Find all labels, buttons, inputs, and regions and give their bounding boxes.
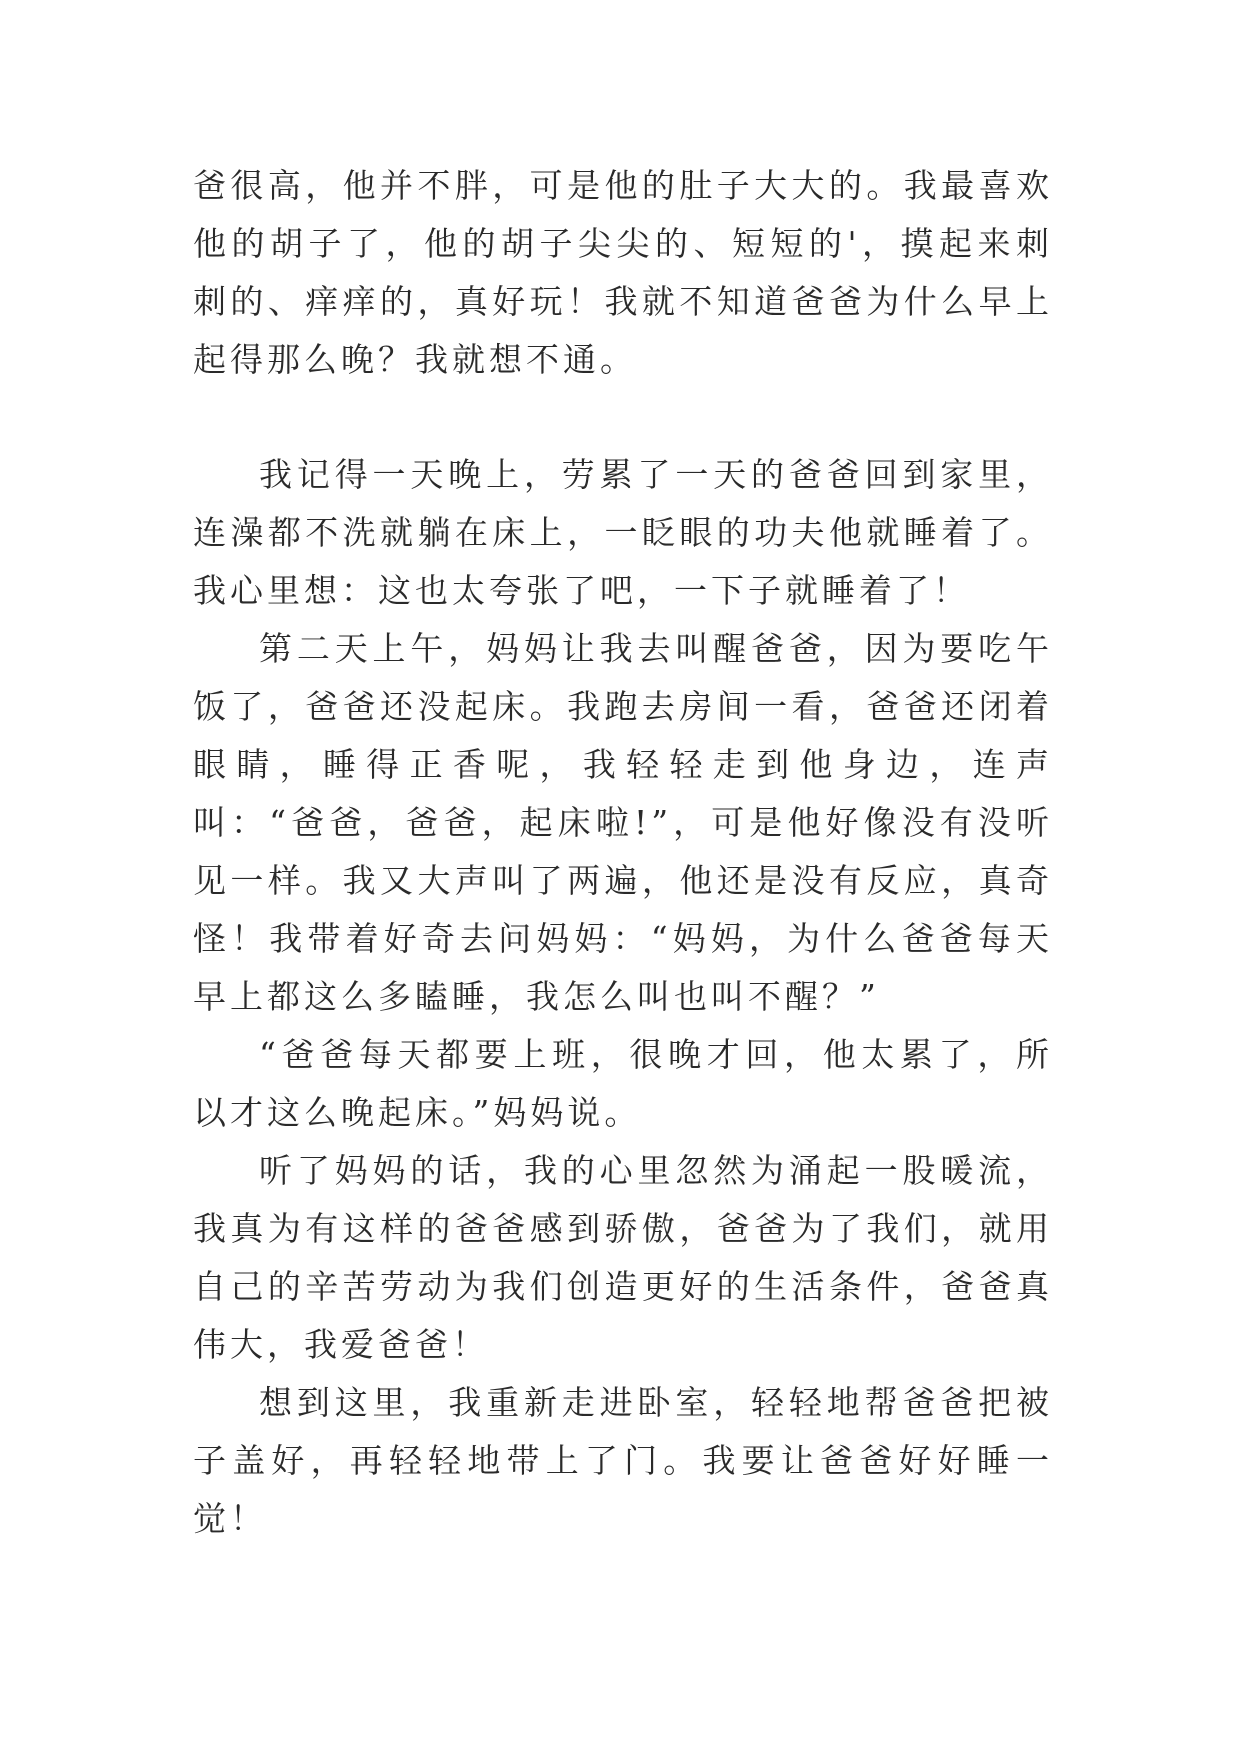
text-section-main xyxy=(193,446,1053,1548)
paragraph: “爸爸每天都要上班，很晚才回，他太累了，所以才这么晚起床。”妈妈说。 xyxy=(193,1035,1053,1132)
paragraph: 想到这里，我重新走进卧室，轻轻地帮爸爸把被子盖好，再轻轻地带上了门。我要让爸爸好好睡一觉！ xyxy=(193,1383,1053,1538)
paragraph: 爸很高，他并不胖，可是他的肚子大大的。我最喜欢他的胡子了，他的胡子尖尖的、短短的'，摸起来刺刺的、痒痒的，真好玩！我就不知道爸爸为什么早上起得那么晚？我就想不通。 xyxy=(193,166,1053,379)
paragraph: 第二天上午，妈妈让我去叫醒爸爸，因为要吃午饭了，爸爸还没起床。我跑去房间一看，爸爸还闭着眼睛，睡得正香呢，我轻轻走到他身边，连声叫：“爸爸，爸爸，起床啦!”，可是他好像没有没听见一样。我又大声叫了两遍，他还是没有反应，真奇怪！我带着好奇去问妈妈：“妈妈，为什么爸爸每天早上都这么多瞌睡，我怎么叫也叫不醒？” xyxy=(193,629,1053,1016)
paragraph: 我记得一天晚上，劳累了一天的爸爸回到家里，连澡都不洗就躺在床上，一眨眼的功夫他就睡着了。我心里想：这也太夸张了吧，一下子就睡着了！ xyxy=(193,455,1053,610)
paragraph: 听了妈妈的话，我的心里忽然为涌起一股暖流，我真为有这样的爸爸感到骄傲，爸爸为了我们，就用自己的辛苦劳动为我们创造更好的生活条件，爸爸真伟大，我爱爸爸！ xyxy=(193,1151,1053,1364)
text-section-top xyxy=(193,157,1053,389)
